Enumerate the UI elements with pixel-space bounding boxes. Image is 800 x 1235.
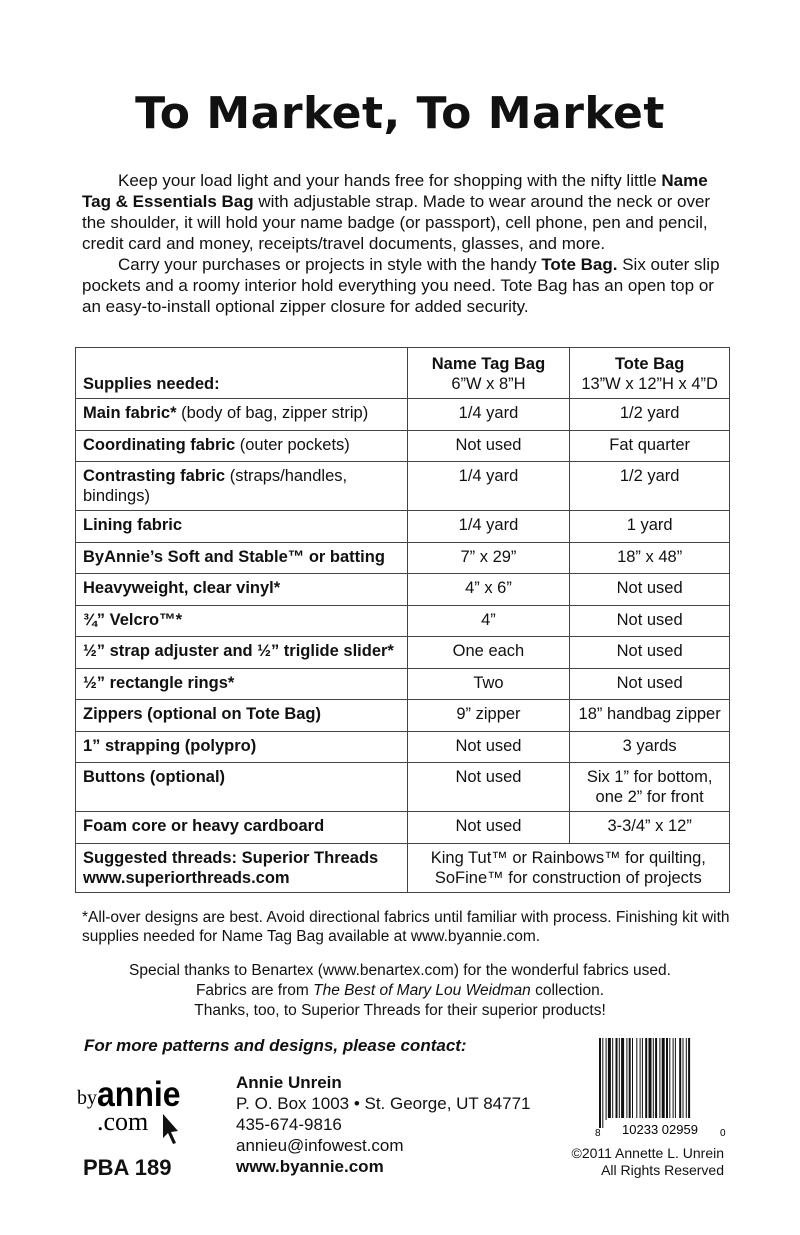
barcode-bar xyxy=(662,1038,665,1120)
name-tag-amount: 9” zipper xyxy=(407,700,570,732)
name-tag-amount: 4” xyxy=(407,605,570,637)
tote-amount: 3-3/4” x 12” xyxy=(570,812,730,844)
supply-detail: (straps/handles, bindings) xyxy=(83,467,348,505)
tote-amount: 1/2 yard xyxy=(570,462,730,511)
name-tag-amount: 7” x 29” xyxy=(407,542,570,574)
supply-name: 1” strapping (polypro) xyxy=(83,736,257,755)
barcode-digits: 10233 02959 xyxy=(622,1122,698,1137)
col-title: Tote Bag xyxy=(614,355,685,373)
barcode-bar xyxy=(636,1038,637,1120)
supply-item xyxy=(76,511,408,543)
contact-phone: 435-674-9816 xyxy=(236,1115,342,1134)
barcode-bar xyxy=(626,1038,627,1120)
barcode-bar xyxy=(642,1038,643,1120)
text: Keep your load light and your hands free for shopping with the nifty little xyxy=(118,171,662,190)
svg-text:annie: annie xyxy=(97,1075,181,1115)
copyright-line: All Rights Reserved xyxy=(601,1162,724,1178)
barcode-bar xyxy=(679,1038,681,1120)
barcode-bar xyxy=(675,1038,676,1120)
tote-amount: 18” x 48” xyxy=(570,542,730,574)
intro-paragraph-2 xyxy=(82,254,732,317)
supply-item xyxy=(76,763,408,812)
text: Fabrics are from xyxy=(195,982,314,999)
table-row xyxy=(76,574,730,606)
barcode-bar xyxy=(616,1038,618,1120)
supply-item xyxy=(76,668,408,700)
tote-amount: 3 yards xyxy=(570,731,730,763)
header-tote-bag xyxy=(570,348,730,399)
tote-amount: Six 1” for bottom, one 2” for front xyxy=(570,763,730,812)
svg-text:by: by xyxy=(77,1087,97,1109)
table-row xyxy=(76,763,730,812)
threads-value: King Tut™ or Rainbows™ for quilting, SoFine™ for construction of projects xyxy=(407,843,729,892)
supply-item xyxy=(76,399,408,431)
table-row xyxy=(76,399,730,431)
text: Carry your purchases or projects in style with the handy xyxy=(118,255,542,274)
supply-item xyxy=(76,542,408,574)
table-row xyxy=(76,637,730,669)
barcode-bar xyxy=(606,1038,607,1120)
name-tag-amount: Not used xyxy=(407,812,570,844)
table-row xyxy=(76,511,730,543)
table-header xyxy=(76,348,730,399)
supply-name: Heavyweight, clear vinyl* xyxy=(83,579,281,597)
supply-name: Main fabric* xyxy=(83,404,177,422)
supply-name: Zippers (optional on Tote Bag) xyxy=(83,705,322,723)
table-row xyxy=(76,668,730,700)
table-row xyxy=(76,812,730,844)
supply-item xyxy=(76,637,408,669)
contact-email[interactable]: annieu@infowest.com xyxy=(236,1136,404,1155)
supply-item xyxy=(76,574,408,606)
table-row xyxy=(76,700,730,732)
contact-website[interactable]: www.byannie.com xyxy=(236,1157,384,1176)
supply-item xyxy=(76,812,408,844)
name-tag-amount: Not used xyxy=(407,731,570,763)
supply-name: Contrasting fabric xyxy=(83,467,226,485)
table-row xyxy=(76,462,730,511)
supply-name: ¾” Velcro™* xyxy=(83,610,183,629)
supply-name: ½” rectangle rings* xyxy=(83,673,235,692)
barcode-bar xyxy=(599,1038,601,1128)
barcode-bar xyxy=(669,1038,670,1120)
product-name: Name Tag & Essentials Bag xyxy=(82,171,708,211)
col-size: 13”W x 12”H x 4”D xyxy=(581,375,718,393)
tote-amount: Not used xyxy=(570,605,730,637)
supply-name: Foam core or heavy cardboard xyxy=(83,817,325,835)
barcode xyxy=(593,1038,728,1138)
barcode-bar xyxy=(673,1038,674,1120)
copyright xyxy=(560,1145,724,1179)
text: with adjustable strap. Made to wear around the neck or over the shoulder, it will hold your name badge (or passport), cell phone, pen and pencil, credit card and money, receipts/travel documents, glasses, and more. xyxy=(82,192,711,253)
tote-amount: 1/2 yard xyxy=(570,399,730,431)
barcode-bar xyxy=(621,1038,624,1120)
barcode-bar xyxy=(666,1038,668,1120)
barcode-bar xyxy=(608,1038,611,1120)
threads-row xyxy=(76,843,730,892)
thanks-line: Thanks, too, to Superior Threads for their superior products! xyxy=(194,1002,606,1019)
supply-item xyxy=(76,430,408,462)
tote-amount: Not used xyxy=(570,637,730,669)
acknowledgements xyxy=(0,961,800,1021)
name-tag-amount: 1/4 yard xyxy=(407,462,570,511)
barcode-bar xyxy=(612,1038,613,1120)
collection-name: The Best of Mary Lou Weidman xyxy=(313,982,531,999)
barcode-bar xyxy=(659,1038,660,1120)
name-tag-amount: 1/4 yard xyxy=(407,511,570,543)
table-row xyxy=(76,605,730,637)
svg-text:.com: .com xyxy=(97,1107,149,1136)
threads-title: Suggested threads: Superior Threads xyxy=(83,848,379,867)
barcode-left-digit: 8 xyxy=(595,1128,601,1138)
barcode-bar xyxy=(686,1038,687,1128)
tote-amount: 18” handbag zipper xyxy=(570,700,730,732)
table-row xyxy=(76,731,730,763)
name-tag-amount: 1/4 yard xyxy=(407,399,570,431)
tote-amount: Fat quarter xyxy=(570,430,730,462)
intro-paragraph-1 xyxy=(82,170,732,254)
barcode-bar xyxy=(683,1038,684,1120)
contact-heading: For more patterns and designs, please contact: xyxy=(84,1036,467,1055)
footnote: *All-over designs are best. Avoid directional fabrics until familiar with process. Finishing kit with supplies needed for Name Tag Bag available at www.byannie.com. xyxy=(82,909,730,945)
text: Six outer slip pockets and a roomy interior hold everything you need. Tote Bag has an open top or an easy-to-install optional zipper closure for added security. xyxy=(82,255,720,316)
supply-item xyxy=(76,731,408,763)
contact-info xyxy=(236,1072,531,1177)
threads-label xyxy=(76,843,408,892)
col-size: 6”W x 8”H xyxy=(451,375,526,393)
tote-amount: Not used xyxy=(570,574,730,606)
pattern-number: PBA 189 xyxy=(83,1155,172,1180)
supplies-table xyxy=(75,347,730,893)
text: collection. xyxy=(530,982,605,999)
barcode-bar xyxy=(655,1038,657,1120)
supply-name: Buttons (optional) xyxy=(83,768,226,786)
threads-url: www.superiorthreads.com xyxy=(83,868,290,887)
product-name: Tote Bag. xyxy=(541,255,618,274)
table-row xyxy=(76,430,730,462)
supply-name: ½” strap adjuster and ½” triglide slider* xyxy=(83,642,394,660)
table-row xyxy=(76,542,730,574)
tote-amount: Not used xyxy=(570,668,730,700)
page-title: To Market, To Market xyxy=(135,88,665,139)
supply-name: Coordinating fabric xyxy=(83,435,236,454)
barcode-bar xyxy=(640,1038,641,1120)
name-tag-amount: Not used xyxy=(407,430,570,462)
contact-address: P. O. Box 1003 • St. George, UT 84771 xyxy=(236,1094,531,1113)
intro xyxy=(82,170,732,317)
header-label xyxy=(76,348,408,399)
thanks-line xyxy=(0,981,800,1001)
supply-name: ByAnnie’s Soft and Stable™ or batting xyxy=(83,547,385,566)
byannie-logo xyxy=(75,1068,195,1148)
tote-amount: 1 yard xyxy=(570,511,730,543)
contact-name: Annie Unrein xyxy=(236,1073,342,1092)
thanks-line: Special thanks to Benartex (www.benartex.com) for the wonderful fabrics used. xyxy=(129,962,671,979)
barcode-bar xyxy=(629,1038,631,1120)
barcode-bar xyxy=(602,1038,603,1128)
supply-item xyxy=(76,462,408,511)
copyright-line: ©2011 Annette L. Unrein xyxy=(571,1145,724,1161)
barcode-bar xyxy=(688,1038,690,1128)
name-tag-amount: One each xyxy=(407,637,570,669)
header-label-text: Supplies needed: xyxy=(83,375,220,393)
barcode-right-digit: 0 xyxy=(720,1128,726,1138)
supply-item xyxy=(76,700,408,732)
header-name-tag-bag xyxy=(407,348,570,399)
name-tag-amount: Two xyxy=(407,668,570,700)
name-tag-amount: 4” x 6” xyxy=(407,574,570,606)
barcode-bar xyxy=(632,1038,633,1120)
col-title: Name Tag Bag xyxy=(431,355,546,373)
supply-detail: (body of bag, zipper strip) xyxy=(176,404,369,422)
name-tag-amount: Not used xyxy=(407,763,570,812)
barcode-bar xyxy=(649,1038,652,1120)
barcode-bar xyxy=(653,1038,654,1120)
supply-item xyxy=(76,605,408,637)
supply-detail: (outer pockets) xyxy=(235,435,350,454)
supply-name: Lining fabric xyxy=(83,516,182,534)
barcode-bar xyxy=(645,1038,647,1120)
barcode-bar xyxy=(619,1038,620,1120)
